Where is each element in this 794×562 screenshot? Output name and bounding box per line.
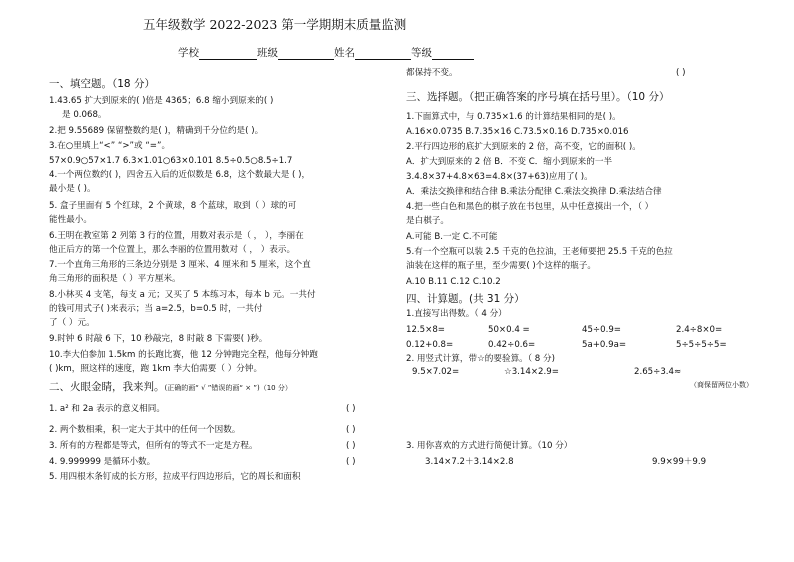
judge-answer-box[interactable]: ( ) [346, 404, 356, 414]
question-line: 是 0.068。 [62, 110, 107, 120]
section-3-heading: 三、选择题。（把正确答案的序号填在括号里）。（10 分） [406, 91, 670, 103]
student-info-row [178, 46, 474, 60]
question-line: 7.一个直角三角形的三条边分别是 3 厘米、4 厘米和 5 厘米，这个直 [49, 260, 311, 270]
oral-calc-item: 2.4÷8×0= [676, 325, 723, 335]
section-4-heading: 四、计算题。(共 31 分） [406, 293, 525, 305]
name-label: 姓名 [334, 47, 355, 59]
judge-answer-box[interactable]: ( ) [346, 425, 356, 435]
page-title: 五年级数学 2022-2023 第一学期期末质量监测 [143, 17, 407, 32]
class-blank[interactable] [278, 49, 334, 60]
continued-line: 都保持不变。 [406, 68, 458, 78]
question-line: 2.把 9.55689 保留整数约是( )，精确到千分位约是( )。 [49, 126, 264, 136]
question-line: 10.李大伯参加 1.5km 的长跑比赛，他 12 分钟跑完全程，他每分钟跑 [49, 350, 318, 360]
name-blank[interactable] [355, 49, 411, 60]
question-line: 能性最小。 [49, 215, 92, 225]
judge-item-text: 5. 用四根木条钉成的长方形，拉成平行四边形后，它的周长和面积 [49, 472, 301, 482]
oral-calc-item: 5÷5÷5÷5= [676, 340, 727, 350]
question-line: 角三角形的面积是（ ）平方厘米。 [49, 274, 181, 284]
vertical-calc-item: 2.65÷3.4≈ [634, 367, 682, 377]
section-2-heading [49, 381, 292, 395]
oral-calc-item: 5a+0.9a= [582, 340, 627, 350]
section-2-title: 二、火眼金睛，我来判。 [49, 381, 165, 393]
choice-line: 是白棋子。 [406, 216, 449, 226]
judge-answer-box[interactable]: ( ) [346, 441, 356, 451]
choice-line: A．扩大到原来的 2 倍 B．不变 C．缩小到原来的一半 [406, 157, 613, 167]
section-2-note: (正确的画“ √ ”错误的画“ × ”) [164, 384, 260, 392]
question-line: 3.在○里填上“<” “>”或 “=”。 [49, 141, 171, 151]
judge-item-text: 3. 所有的方程都是等式，但所有的等式不一定是方程。 [49, 441, 258, 451]
simplify-item: 3.14×7.2＋3.14×2.8 [425, 457, 514, 467]
question-line: ( )km，照这样的速度，跑 1km 李大伯需要（ ）分钟。 [49, 364, 263, 374]
oral-calc-item: 12.5×8= [406, 325, 446, 335]
simplify-item: 9.9×99＋9.9 [652, 457, 707, 467]
choice-line: 4.把一些白色和黑色的棋子放在书包里，从中任意摸出一个，（ ） [406, 202, 654, 212]
question-line: 9.时钟 6 时敲 6 下，10 秒敲完，8 时敲 8 下需要( )秒。 [49, 334, 268, 344]
question-line: 4.一个两位数约( )，四舍五入后的近似数是 6.8，这个数最大是 ( )， [49, 170, 311, 180]
choice-line: 3.4.8×37+4.8×63=4.8×(37+63)应用了( )。 [406, 172, 593, 182]
oral-calc-item: 45÷0.9= [582, 325, 622, 335]
school-blank[interactable] [199, 49, 257, 60]
choice-line: 油装在这样的瓶子里，至少需要( )个这样的瓶子。 [406, 261, 596, 271]
question-line: 8.小林买 4 支笔，每支 a 元；又买了 5 本练习本，每本 b 元。一共付 [49, 290, 316, 300]
choice-line: A．乘法交换律和结合律 B.乘法分配律 C.乘法交换律 D.乘法结合律 [406, 187, 662, 197]
question-line: 了（ ）元。 [49, 318, 95, 328]
question-line: 57×0.9○57×1.7 6.3×1.01○63×0.101 8.5÷0.5○8.5÷1.7 [49, 156, 293, 166]
choice-line: 2.平行四边形的底扩大到原来的 2 倍，高不变，它的面积( )。 [406, 142, 641, 152]
question-line: 他正后方的第一个位置上，那么李丽的位置用数对（ ， ）表示。 [49, 245, 296, 255]
question-line: 的钱可用式子( )来表示；当 a=2.5，b=0.5 时，一共付 [49, 304, 263, 314]
judge-item-text: 2. 两个数相乘，积一定大于其中的任何一个因数。 [49, 425, 241, 435]
vertical-calc-item: 9.5×7.02= [412, 367, 460, 377]
question-line: 5. 盒子里面有 5 个红球，2 个黄球，8 个蓝球，取到（ ）球的可 [49, 201, 297, 211]
choice-line: A.可能 B.一定 C.不可能 [406, 232, 498, 242]
grade-label: 等级 [411, 47, 432, 59]
judge-item-text: 1. a² 和 2a 表示的意义相同。 [49, 404, 165, 414]
question-line: 1.43.65 扩大到原来的( )倍是 4365；6.8 缩小到原来的( ) [49, 96, 274, 106]
question-line: 最小是 ( )。 [49, 184, 96, 194]
judge-answer-box[interactable]: ( ) [346, 457, 356, 467]
calc-subheading: 3. 用你喜欢的方式进行简便计算。（10 分） [406, 441, 573, 451]
choice-line: 5.有一个空瓶可以装 2.5 千克的色拉油，王老师要把 25.5 千克的色拉 [406, 247, 673, 257]
section-2-score: （10 分） [259, 384, 292, 392]
grade-blank[interactable] [432, 49, 474, 60]
rounding-note: （商保留两位小数） [690, 381, 753, 389]
choice-line: A.10 B.11 C.12 C.10.2 [406, 277, 501, 287]
calc-subheading: 1.直接写出得数。（ 4 分） [406, 309, 507, 319]
choice-line: 1.下面算式中，与 0.735×1.6 的计算结果相同的是( )。 [406, 112, 621, 122]
judge-item-text: 4. 9.999999 是循环小数。 [49, 457, 156, 467]
oral-calc-item: 0.42÷0.6= [488, 340, 536, 350]
calc-subheading: 2. 用竖式计算，带☆的要验算。（ 8 分) [406, 354, 555, 364]
vertical-calc-item: ☆3.14×2.9= [504, 367, 559, 377]
choice-line: A.16×0.0735 B.7.35×16 C.73.5×0.16 D.735×0.016 [406, 127, 629, 137]
school-label: 学校 [178, 47, 199, 59]
judge-answer-box[interactable]: ( ) [676, 68, 686, 78]
oral-calc-item: 50×0.4 = [488, 325, 530, 335]
question-line: 6.王明在教室第 2 列第 3 行的位置，用数对表示是（ ， ），李丽在 [49, 231, 304, 241]
class-label: 班级 [257, 47, 278, 59]
oral-calc-item: 0.12+0.8= [406, 340, 454, 350]
section-1-heading: 一、填空题。（18 分） [49, 78, 155, 90]
